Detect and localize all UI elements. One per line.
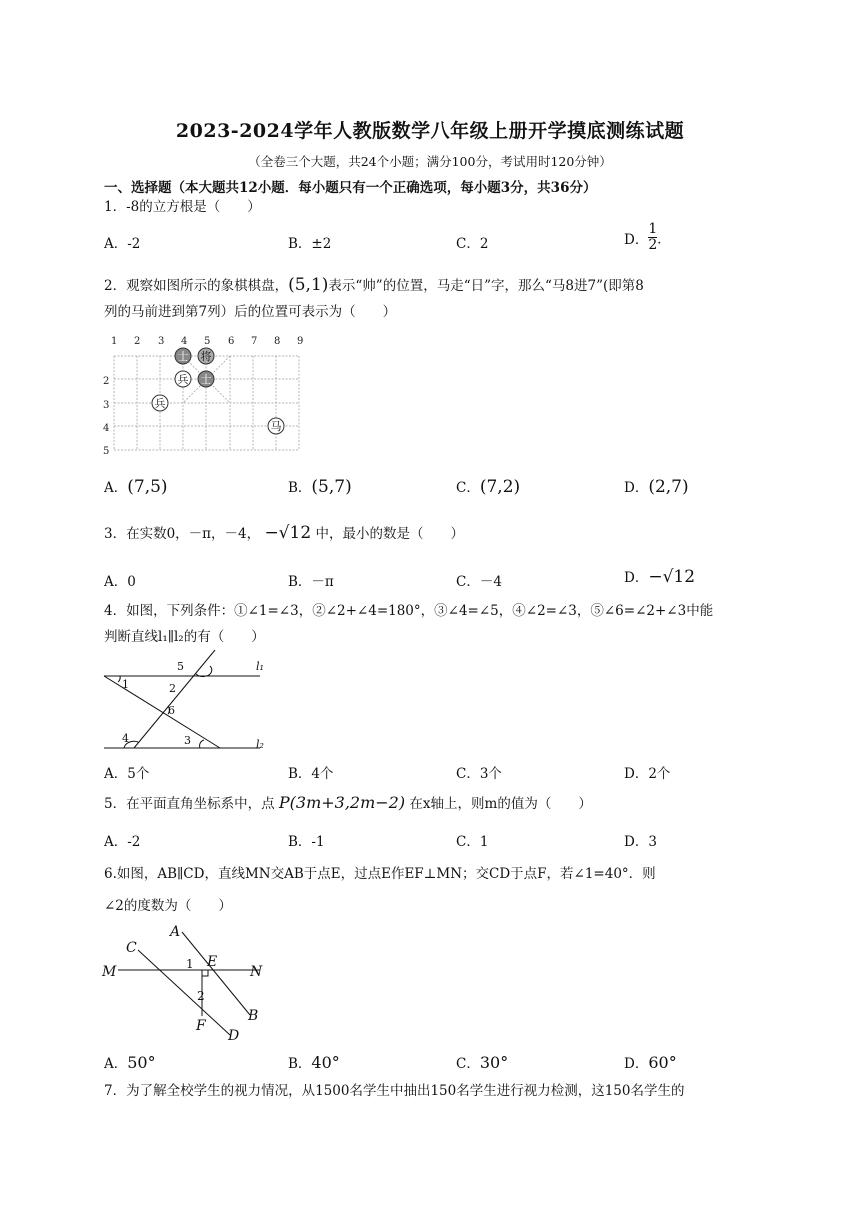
- col-label: 7: [251, 336, 258, 347]
- q1-option-c: C．2: [456, 236, 489, 252]
- q7-stem: 7．为了解全校学生的视力情况，从1500名学生中抽出150名学生进行视力检测，这150名学生的: [104, 1083, 685, 1099]
- svg-text:l₂: l₂: [256, 738, 264, 751]
- page-title: 2023-2024学年人教版数学八年级上册开学摸底测练试题: [175, 120, 685, 142]
- col-label: 2: [134, 336, 141, 347]
- svg-text:将: 将: [200, 350, 212, 363]
- q2-stem: 2．观察如图所示的象棋棋盘，(5,1)表示“帅”的位置，马走“日”字，那么“马8进7”(即第8 列的马前进到第7列）后的位置可表示为（ ）: [104, 275, 644, 320]
- q6-stem: 6.如图，AB∥CD，直线MN交AB于点E，过点E作EF⊥MN；交CD于点F，若∠1=40°．则 ∠2的度数为（ ）: [104, 866, 656, 914]
- chess-board-figure: [100, 332, 320, 460]
- parallel-lines-figure: [100, 648, 280, 758]
- col-label: 3: [158, 336, 165, 347]
- col-label: 1: [111, 336, 118, 347]
- q5-option-d: D．3: [624, 834, 657, 850]
- q2-option-a: A．(7,5): [104, 477, 168, 497]
- svg-text:4: 4: [122, 732, 129, 745]
- q4-option-a: A．5个: [104, 766, 150, 782]
- row-label: 3: [103, 400, 110, 411]
- svg-text:兵: 兵: [154, 397, 166, 410]
- col-label: 4: [181, 336, 188, 347]
- q6-option-c: C．30°: [456, 1053, 509, 1072]
- col-label: 5: [204, 336, 211, 347]
- q4-option-d: D．2个: [624, 766, 671, 782]
- q1-option-b: B．±2: [288, 236, 332, 252]
- svg-text:l₁: l₁: [256, 660, 264, 673]
- svg-text:1: 1: [186, 957, 194, 971]
- line-AB: [182, 932, 250, 1015]
- q5-option-a: A．-2: [104, 834, 141, 850]
- q4-option-b: B．4个: [288, 766, 334, 782]
- q5-option-b: B．-1: [288, 834, 325, 850]
- section-heading: 一、选择题（本大题共12小题．每小题只有一个正确选项，每小题3分，共36分）: [104, 180, 597, 196]
- exam-info: （全卷三个大题，共24个小题；满分100分，考试用时120分钟）: [248, 154, 612, 169]
- q3-option-d: D．−√12: [624, 567, 696, 587]
- svg-text:兵: 兵: [177, 373, 189, 386]
- q2-option-d: D．(2,7): [624, 477, 689, 497]
- svg-text:D: D: [228, 1028, 240, 1044]
- svg-text:6: 6: [168, 704, 175, 717]
- q4-stem: 4．如图，下列条件：①∠1=∠3，②∠2+∠4=180°，③∠4=∠5，④∠2=∠3，⑤∠6=∠2+∠3中能 判断直线l₁∥l₂的有（ ）: [104, 603, 714, 645]
- q2-option-c: C．(7,2): [456, 477, 521, 497]
- col-label: 8: [274, 336, 281, 347]
- q1-option-d: D． $\frac{1}{2}$ ．: [624, 221, 671, 253]
- row-label: 2: [103, 376, 110, 387]
- geometry-figure-q6: [100, 920, 275, 1045]
- row-label: 5: [103, 446, 110, 457]
- svg-text:3: 3: [184, 734, 191, 747]
- svg-text:F: F: [196, 1018, 206, 1034]
- svg-text:C: C: [126, 940, 137, 956]
- col-label: 9: [297, 336, 304, 347]
- svg-text:士: 士: [200, 373, 212, 386]
- svg-text:B: B: [248, 1008, 259, 1024]
- q3-option-b: B．－π: [288, 574, 334, 590]
- svg-text:2: 2: [197, 989, 205, 1003]
- q1-option-a: A．-2: [104, 236, 141, 252]
- q3-option-c: C．－4: [456, 574, 502, 590]
- svg-text:马: 马: [270, 420, 282, 433]
- q1-stem: 1．-8的立方根是（ ）: [104, 199, 261, 215]
- q5-stem: 5．在平面直角坐标系中，点 P(3m+3,2m−2) 在x轴上，则m的值为（ ）: [104, 793, 592, 812]
- svg-text:N: N: [250, 964, 263, 980]
- svg-text:M: M: [102, 964, 117, 980]
- svg-text:2: 2: [169, 682, 176, 695]
- q2-option-b: B．(5,7): [288, 477, 352, 497]
- q3-option-a: A．0: [104, 574, 136, 590]
- svg-text:1: 1: [122, 678, 129, 691]
- svg-text:5: 5: [177, 660, 184, 673]
- col-label: 6: [228, 336, 235, 347]
- q3-stem: 3．在实数0，－π，－4， −√12 中，最小的数是（ ）: [104, 523, 464, 543]
- board-grid: [114, 356, 299, 450]
- q4-option-c: C．3个: [456, 766, 502, 782]
- svg-text:士: 士: [177, 350, 189, 363]
- q5-option-c: C．1: [456, 834, 489, 850]
- q6-option-a: A．50°: [104, 1053, 156, 1072]
- svg-text:E: E: [207, 954, 218, 970]
- q6-option-d: D．60°: [624, 1053, 677, 1072]
- q6-option-b: B．40°: [288, 1053, 340, 1072]
- svg-text:A: A: [170, 924, 181, 940]
- row-label: 4: [103, 423, 110, 434]
